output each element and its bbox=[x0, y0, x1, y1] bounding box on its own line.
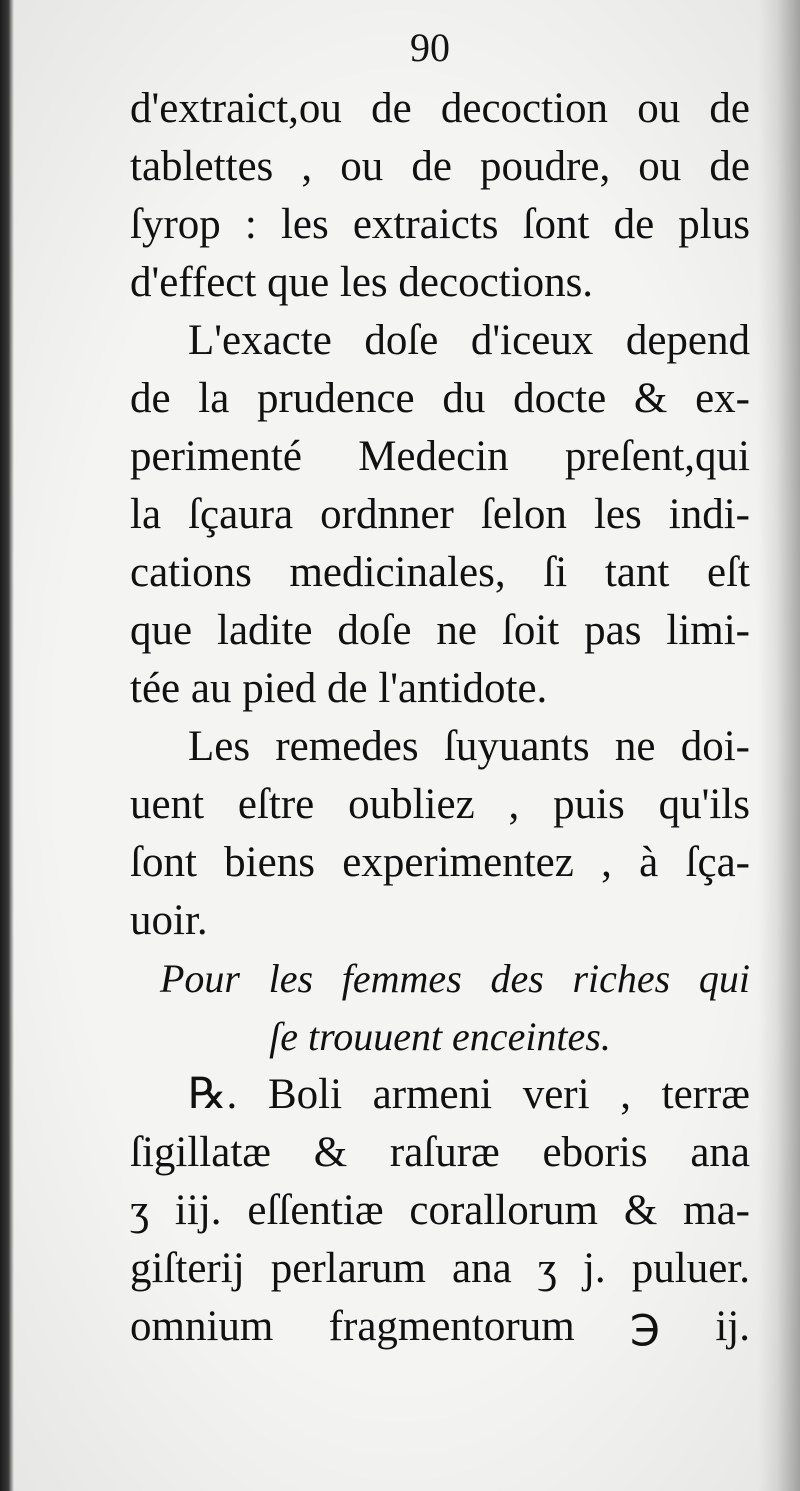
recipe-line: ℞. Boli armeni veri , terræ bbox=[188, 1071, 750, 1118]
text-line: ſont biens experimentez , à ſça- bbox=[130, 839, 750, 886]
text-line: Les remedes ſuyuants ne doi- bbox=[188, 723, 750, 770]
section-heading-line: Pour les femmes des riches qui bbox=[160, 956, 750, 1001]
page-text-block bbox=[130, 80, 750, 1356]
text-line: d'effect que les decoctions. bbox=[130, 259, 594, 306]
page-number: 90 bbox=[410, 25, 450, 70]
recipe-line: omnium fragmentorum ℈ ij. bbox=[130, 1303, 750, 1350]
text-line: uoir. bbox=[130, 897, 208, 944]
text-line: perimenté Medecin preſent,qui bbox=[130, 433, 750, 480]
text-line: L'exacte doſe d'iceux depend bbox=[188, 317, 750, 364]
text-line: uent eſtre oubliez , puis qu'ils bbox=[130, 781, 750, 828]
section-heading-line: ſe trouuent enceintes. bbox=[269, 1014, 611, 1059]
recipe-line: giſterij perlarum ana ʒ j. puluer. bbox=[130, 1245, 750, 1292]
text-line: la ſçaura ordnner ſelon les indi- bbox=[130, 491, 750, 538]
text-line: d'extraict,ou de decoction ou de bbox=[130, 85, 750, 132]
recipe-line: ʒ iij. eſſentiæ corallorum & ma- bbox=[130, 1187, 750, 1234]
text-line: tablettes , ou de poudre, ou de bbox=[130, 143, 750, 190]
text-line: cations medicinales, ſi tant eſt bbox=[130, 549, 750, 596]
text-line: ſyrop : les extraicts ſont de plus bbox=[130, 201, 750, 248]
page-binding-edge bbox=[0, 0, 14, 1491]
recipe-line: ſigillatæ & raſuræ eboris ana bbox=[130, 1129, 750, 1176]
text-line: tée au pied de l'antidote. bbox=[130, 665, 548, 712]
text-line: que ladite doſe ne ſoit pas limi- bbox=[130, 607, 750, 654]
text-line: de la prudence du docte & ex- bbox=[130, 375, 750, 422]
page-edge-shadow bbox=[758, 0, 800, 1491]
